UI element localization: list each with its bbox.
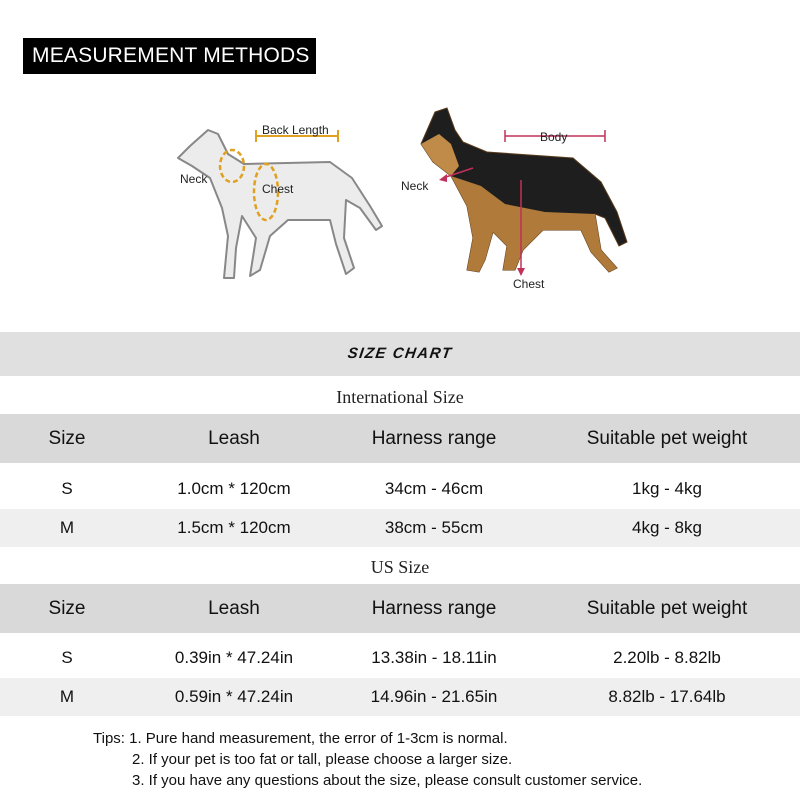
tip-line-1: Tips: 1. Pure hand measurement, the error of 1-3cm is normal. xyxy=(93,730,508,747)
dog-photo-illustration xyxy=(395,100,635,300)
cell-leash: 0.59in * 47.24in xyxy=(174,687,294,706)
outline-neck-label: Neck xyxy=(180,172,208,186)
international-header-row xyxy=(0,414,800,463)
cell-leash: 1.0cm * 120cm xyxy=(177,479,291,498)
dog-outline-icon xyxy=(178,130,382,278)
tip-line-3: 3. If you have any questions about the size, please consult customer service. xyxy=(132,772,643,789)
photo-body-label: Body xyxy=(540,130,568,144)
size-chart-title: SIZE CHART xyxy=(346,345,454,362)
photo-neck-label: Neck xyxy=(401,179,429,193)
table-row xyxy=(0,639,800,677)
cell-size: M xyxy=(59,687,75,706)
header-size: Size xyxy=(48,427,86,449)
cell-leash: 0.39in * 47.24in xyxy=(174,648,294,667)
dog-outline-illustration xyxy=(170,108,390,288)
cell-size: S xyxy=(61,648,73,667)
cell-pet-weight: 2.20lb - 8.82lb xyxy=(613,648,721,667)
cell-pet-weight: 1kg - 4kg xyxy=(632,479,702,498)
header-harness-range: Harness range xyxy=(371,427,497,449)
header-pet-weight: Suitable pet weight xyxy=(586,597,748,619)
header-leash: Leash xyxy=(208,597,260,619)
page-title: MEASUREMENT METHODS xyxy=(23,38,316,74)
cell-size: S xyxy=(61,479,73,498)
cell-pet-weight: 8.82lb - 17.64lb xyxy=(608,687,726,706)
international-size-label: International Size xyxy=(336,387,464,407)
photo-chest-label: Chest xyxy=(513,277,545,291)
tip-line-2: 2. If your pet is too fat or tall, please choose a larger size. xyxy=(132,751,513,768)
cell-pet-weight: 4kg - 8kg xyxy=(632,518,702,537)
outline-chest-label: Chest xyxy=(262,182,294,196)
tips-block xyxy=(93,728,642,791)
table-row xyxy=(0,470,800,508)
back-length-label: Back Length xyxy=(262,123,329,137)
cell-harness-range: 34cm - 46cm xyxy=(384,479,484,498)
header-leash: Leash xyxy=(208,427,260,449)
size-chart-banner xyxy=(0,332,800,376)
cell-harness-range: 14.96in - 21.65in xyxy=(370,687,498,706)
us-header-row xyxy=(0,584,800,633)
cell-leash: 1.5cm * 120cm xyxy=(177,518,291,537)
header-harness-range: Harness range xyxy=(371,597,497,619)
cell-harness-range: 38cm - 55cm xyxy=(384,518,484,537)
us-size-label: US Size xyxy=(370,557,430,577)
cell-harness-range: 13.38in - 18.11in xyxy=(371,648,497,667)
table-row xyxy=(0,678,800,716)
cell-size: M xyxy=(59,518,75,537)
header-size: Size xyxy=(48,597,86,619)
header-pet-weight: Suitable pet weight xyxy=(586,427,748,449)
table-row xyxy=(0,509,800,547)
